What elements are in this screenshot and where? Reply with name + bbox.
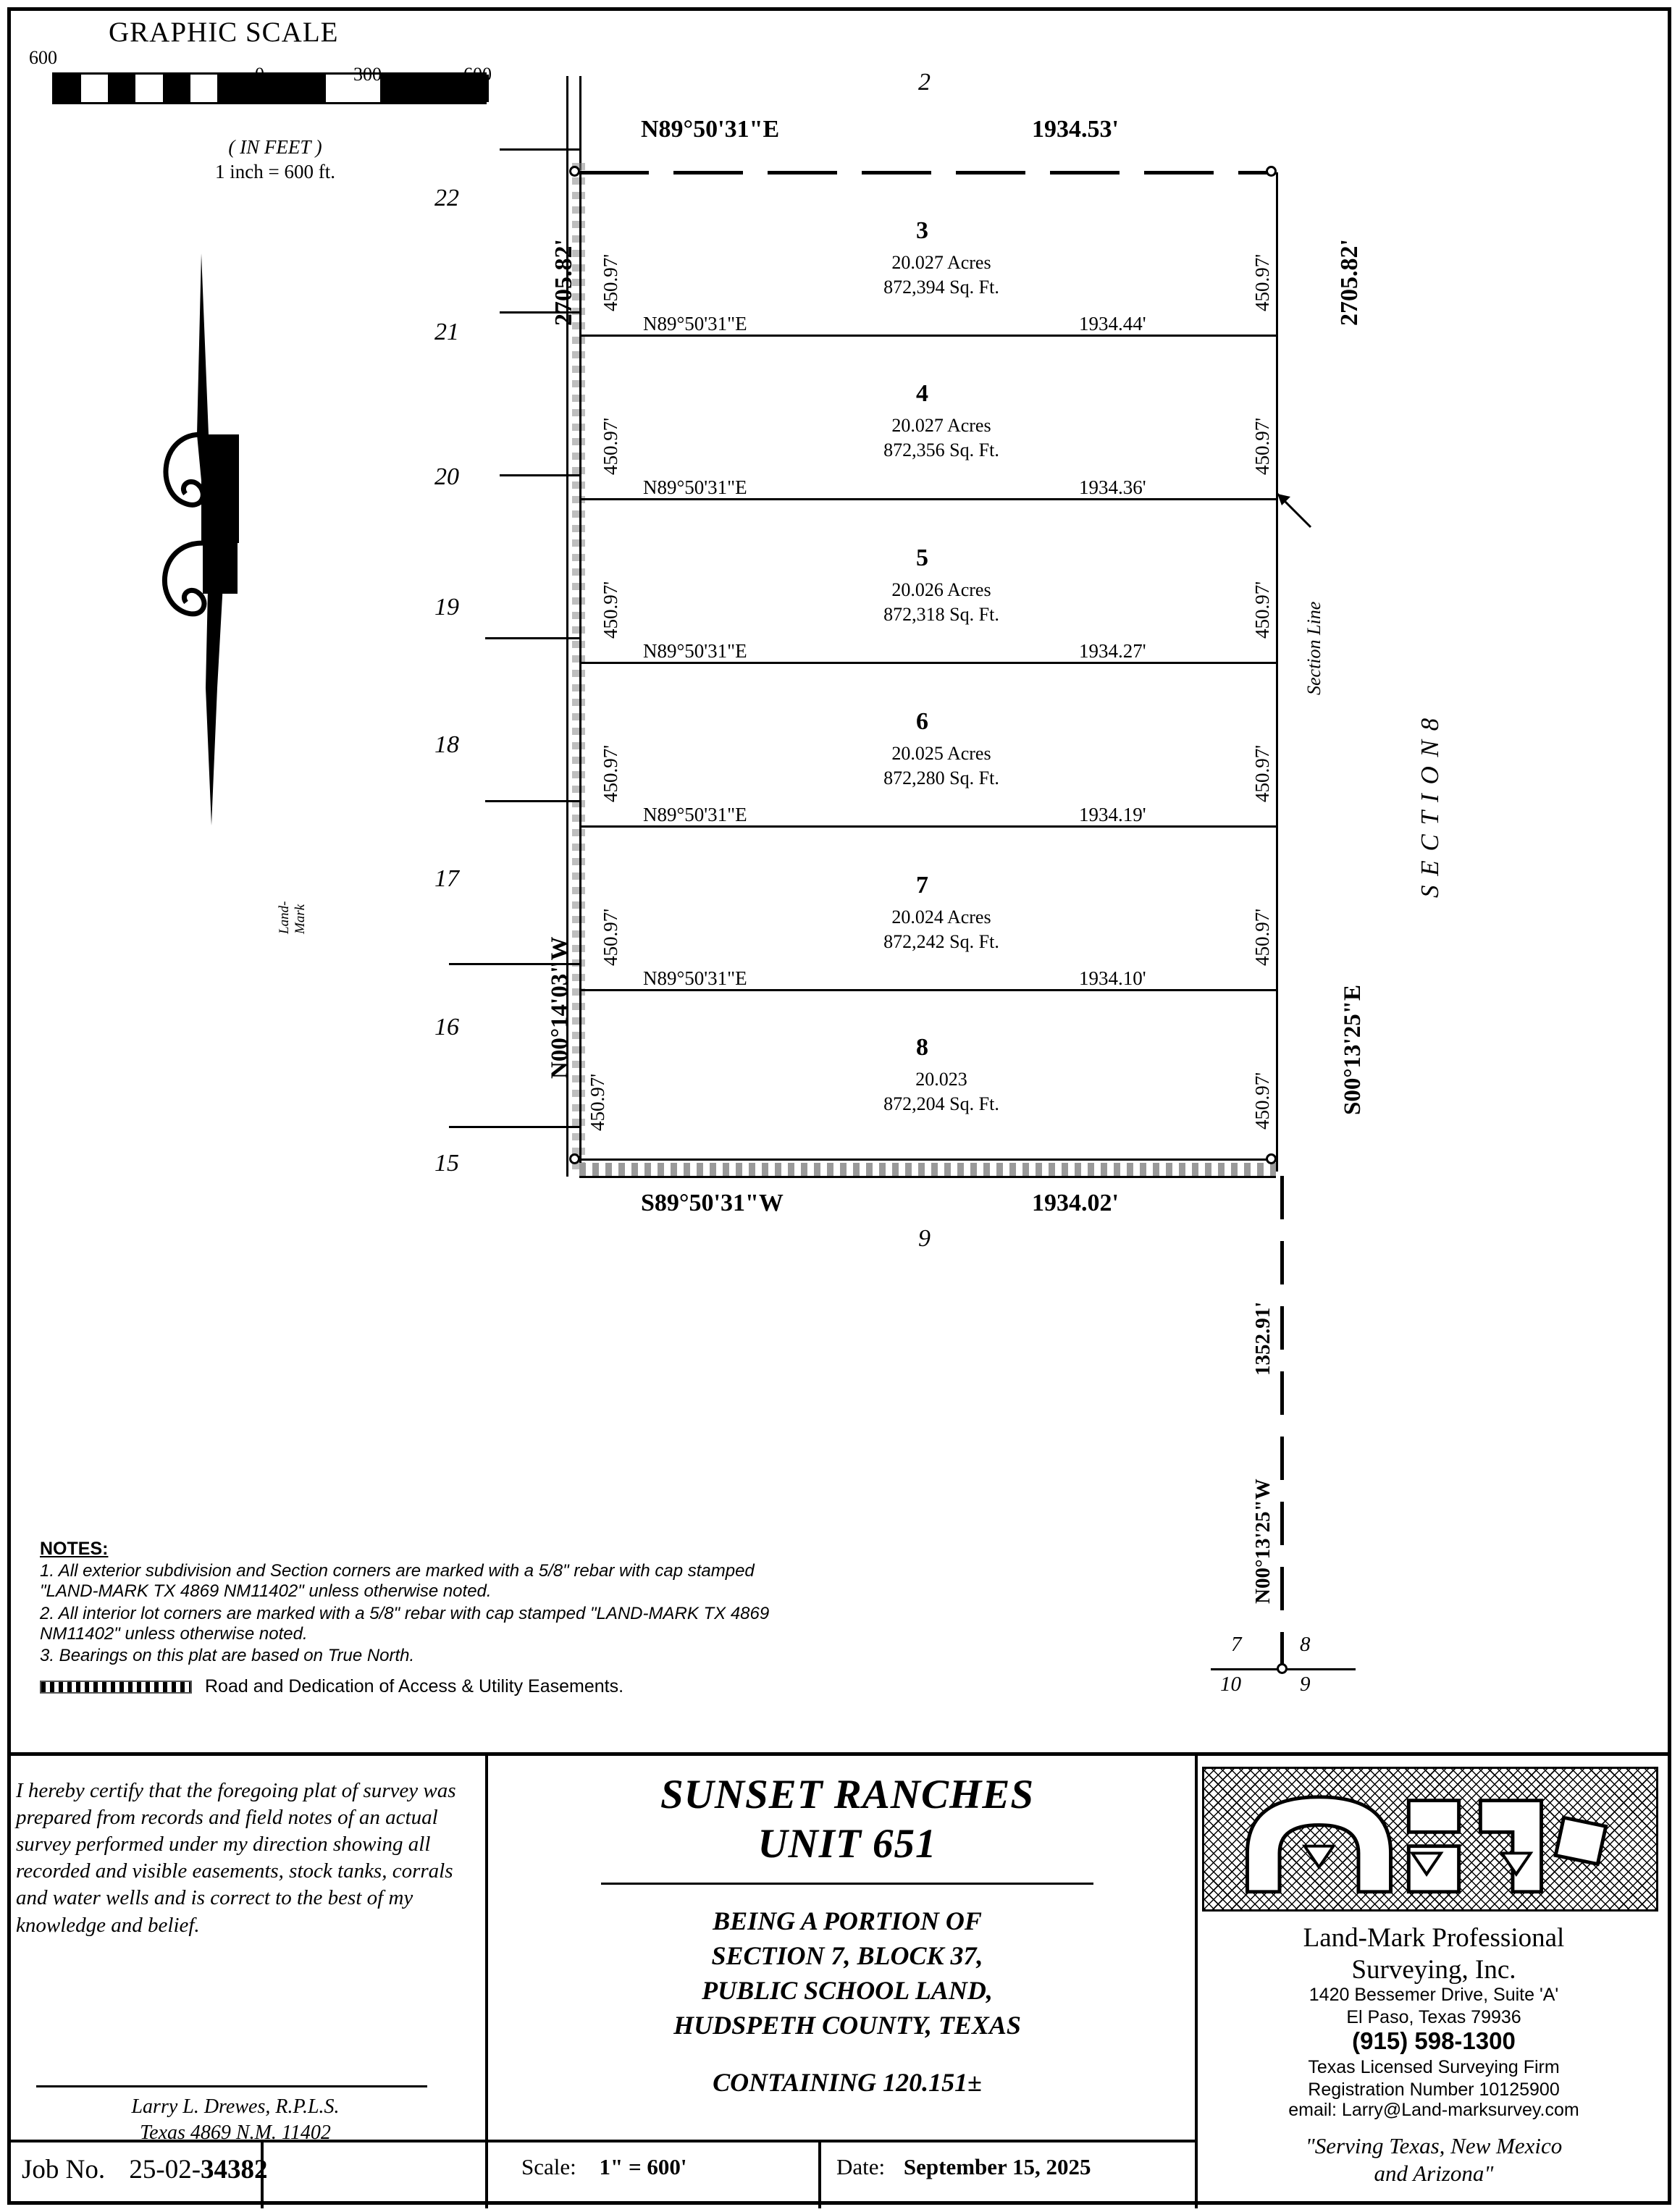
- lot-sqft-5: 872,318 Sq. Ft.: [883, 604, 999, 625]
- west-station-22: 22: [434, 185, 459, 211]
- surveyor-name: Larry L. Drewes, R.P.L.S.: [131, 2095, 340, 2118]
- plat-subtitle-line-3: PUBLIC SCHOOL LAND,: [702, 1975, 993, 2005]
- company-registration: [1202, 2056, 1666, 2101]
- north-arrow-label: Land-Mark: [277, 901, 308, 934]
- south-road-edge: [579, 1176, 1276, 1178]
- lot-acres-8: 20.023: [915, 1069, 967, 1090]
- north-bearing-label: N89°50'31"E: [641, 116, 780, 143]
- company-slogan: [1202, 2132, 1666, 2187]
- north-boundary-line: [579, 171, 1276, 174]
- lot-7-south-bearing: N89°50'31"E: [643, 967, 747, 989]
- company-address: [1202, 1984, 1666, 2029]
- scale-tick-0: 600: [29, 47, 57, 68]
- section-label-bottom: 9: [918, 1225, 931, 1252]
- legend-row: [40, 1676, 836, 1697]
- date-label: Date:: [836, 2154, 886, 2179]
- company-name-line-1: Land-Mark Professional: [1303, 1923, 1565, 1953]
- company-registration-line-1: Texas Licensed Surveying Firm: [1308, 2057, 1560, 2077]
- east-bearing-label: S00°13'25"E: [1340, 984, 1366, 1115]
- company-email: email: Larry@Land-marksurvey.com: [1288, 2100, 1579, 2120]
- easement-swatch: [40, 1681, 192, 1694]
- section-label-top: 2: [918, 69, 931, 96]
- lot-3-east-distance: 450.97': [1251, 253, 1273, 311]
- east-boundary-line: [1276, 172, 1278, 1172]
- lot-6-west-distance: 450.97': [600, 744, 621, 802]
- date-value: September 15, 2025: [903, 2154, 1091, 2179]
- title-block-divider-2: [1195, 1756, 1198, 2208]
- plat-subtitle-line-4: HUDSPETH COUNTY, TEXAS: [673, 2010, 1021, 2040]
- west-station-17: 17: [434, 865, 459, 892]
- lot-6-east-distance: 450.97': [1251, 744, 1273, 802]
- lot-6-south-distance: 1934.19': [1079, 804, 1146, 825]
- lot-5-south-bearing: N89°50'31"E: [643, 640, 747, 662]
- lot-8-east-distance: 450.97': [1251, 1072, 1273, 1130]
- lot-6-south-bearing: N89°50'31"E: [643, 804, 747, 825]
- station-tick-18: [485, 800, 579, 802]
- lot-8-west-distance: 450.97': [587, 1073, 608, 1131]
- lot-acres-7: 20.024 Acres: [891, 907, 991, 928]
- west-station-16: 16: [434, 1014, 459, 1040]
- lot-4-west-distance: 450.97': [600, 417, 621, 475]
- lot-acres-3: 20.027 Acres: [891, 252, 991, 273]
- lot-3-south-bearing: N89°50'31"E: [643, 313, 747, 335]
- plat-title-line-1: SUNSET RANCHES: [660, 1772, 1035, 1817]
- west-station-20: 20: [434, 463, 459, 490]
- surveyor-name-block: [29, 2094, 442, 2147]
- lot-7-south-distance: 1934.10': [1079, 967, 1146, 989]
- job-number-row: [22, 2154, 485, 2185]
- station-tick-16: [449, 1126, 579, 1128]
- station-tick-19: [485, 637, 579, 639]
- section-corner-label-7: 7: [1231, 1633, 1242, 1656]
- section-corner-monument: [1277, 1663, 1288, 1674]
- scale-value: 1" = 600': [599, 2154, 687, 2179]
- scale-tick-3: 600: [463, 64, 492, 85]
- company-name: [1202, 1922, 1666, 1985]
- north-distance-label: 1934.53': [1032, 116, 1119, 143]
- lot-sqft-4: 872,356 Sq. Ft.: [883, 440, 999, 461]
- scale-tick-1: 0: [255, 64, 264, 85]
- job-label: Job No.: [22, 2155, 106, 2184]
- west-station-21: 21: [434, 319, 459, 345]
- south-tail-distance: 1352.91': [1251, 1301, 1274, 1376]
- west-bearing-label: N00°14'03"W: [547, 936, 573, 1079]
- company-phone: (915) 598-1300: [1352, 2027, 1516, 2054]
- scale-ratio: 1 inch = 600 ft.: [215, 161, 335, 182]
- scale-label: Scale:: [521, 2154, 576, 2179]
- company-address-line-2: El Paso, Texas 79936: [1346, 2007, 1521, 2027]
- section-line-label: Section Line: [1303, 601, 1324, 695]
- south-bearing-label: S89°50'31"W: [641, 1190, 784, 1216]
- plat-title-line-2: UNIT 651: [757, 1821, 937, 1867]
- lot-5-south-distance: 1934.27': [1079, 640, 1146, 662]
- lot-sqft-7: 872,242 Sq. Ft.: [883, 931, 999, 952]
- scale-tick-2: 300: [353, 64, 382, 85]
- lot-sqft-3: 872,394 Sq. Ft.: [883, 277, 999, 298]
- west-overall-distance: 2705.82': [550, 239, 577, 326]
- notes-title: NOTES:: [40, 1539, 109, 1559]
- station-tick-20: [500, 474, 579, 476]
- section-8-label: S E C T I O N 8: [1416, 716, 1444, 898]
- plat-subtitle: [500, 1904, 1195, 2043]
- company-name-line-2: Surveying, Inc.: [1351, 1954, 1516, 1985]
- lot-number-4: 4: [916, 380, 928, 407]
- corner-monument-nw: [569, 166, 580, 177]
- south-boundary-line: [579, 1158, 1276, 1161]
- lot-acres-4: 20.027 Acres: [891, 415, 991, 436]
- company-logo: [1202, 1767, 1658, 1912]
- south-road-easement: [579, 1163, 1276, 1176]
- job-number: 34382: [201, 2155, 268, 2184]
- south-distance-label: 1934.02': [1032, 1190, 1119, 1216]
- plat-subtitle-line-1: BEING A PORTION OF: [713, 1906, 982, 1935]
- west-station-18: 18: [434, 731, 459, 758]
- lot-4-south-bearing: N89°50'31"E: [643, 476, 747, 498]
- lot-number-8: 8: [916, 1034, 928, 1061]
- lot-5-east-distance: 450.97': [1251, 581, 1273, 639]
- scale-units: ( IN FEET ): [228, 136, 322, 158]
- lot-acres-5: 20.026 Acres: [891, 579, 991, 600]
- west-station-19: 19: [434, 594, 459, 621]
- note-item-1: 1. All exterior subdivision and Section corners are marked with a 5/8" rebar with cap stamped "LAND-MARK TX 4869 NM11402" unless otherwise noted.: [40, 1561, 755, 1602]
- notes-block: [40, 1539, 807, 1668]
- lot-number-7: 7: [916, 872, 928, 899]
- lot-5-west-distance: 450.97': [600, 581, 621, 639]
- section-line-leader: [1276, 491, 1319, 534]
- lot-number-5: 5: [916, 544, 928, 571]
- lot-acres-6: 20.025 Acres: [891, 743, 991, 764]
- lot-number-3: 3: [916, 217, 928, 244]
- plat-title-rule: [601, 1883, 1093, 1885]
- corner-monument-ne: [1266, 166, 1277, 177]
- corner-monument-sw: [569, 1153, 580, 1164]
- station-tick-22: [500, 148, 579, 151]
- lot-3-south-distance: 1934.44': [1079, 313, 1146, 335]
- lot-number-6: 6: [916, 708, 928, 735]
- west-station-15: 15: [434, 1150, 459, 1177]
- company-registration-line-2: Registration Number 10125900: [1308, 2079, 1560, 2100]
- plat-title: [500, 1770, 1195, 1870]
- date-row: [836, 2154, 1213, 2180]
- scale-row: [521, 2154, 826, 2180]
- south-tail-bearing: N00°13'25"W: [1251, 1479, 1274, 1604]
- surveyor-certificate-text: I hereby certify that the foregoing plat of survey was prepared from records and field notes of an actual survey performed under my direction showing all recorded and visible easements, stock tanks, corrals and water wells and is correct to the best of my knowledge and belief.: [16, 1779, 456, 1937]
- lot-sqft-6: 872,280 Sq. Ft.: [883, 768, 999, 789]
- easement-legend-label: Road and Dedication of Access & Utility Easements.: [205, 1676, 624, 1696]
- corner-monument-se: [1266, 1153, 1277, 1164]
- lot-4-south-distance: 1934.36': [1079, 476, 1146, 498]
- lot-3-west-distance: 450.97': [600, 253, 621, 311]
- lot-7-west-distance: 450.97': [600, 908, 621, 966]
- plat-subtitle-line-2: SECTION 7, BLOCK 37,: [711, 1940, 983, 1970]
- lot-sqft-8: 872,204 Sq. Ft.: [883, 1093, 999, 1114]
- section-corner-label-8: 8: [1300, 1633, 1311, 1656]
- lot-4-east-distance: 450.97': [1251, 417, 1273, 475]
- signature-line: [36, 2085, 427, 2087]
- lot-7-east-distance: 450.97': [1251, 908, 1273, 966]
- surveyor-license: Texas 4869 N.M. 11402: [140, 2121, 331, 2145]
- graphic-scale-title: GRAPHIC SCALE: [109, 17, 339, 48]
- company-slogan-line-2: and Arizona": [1374, 2160, 1494, 2186]
- company-address-line-1: 1420 Bessemer Drive, Suite 'A': [1309, 1985, 1559, 2005]
- section-corner-label-10: 10: [1220, 1673, 1241, 1696]
- job-number-prefix: 25-02-: [129, 2155, 201, 2184]
- south-tail-line: [1280, 1176, 1284, 1668]
- section-corner-label-9: 9: [1300, 1673, 1311, 1696]
- company-slogan-line-1: "Serving Texas, New Mexico: [1305, 2133, 1563, 2158]
- west-boundary-line: [579, 172, 581, 1172]
- note-item-3: 3. Bearings on this plat are based on True North.: [40, 1646, 415, 1666]
- note-item-2: 2. All interior lot corners are marked with a 5/8" rebar with cap stamped "LAND-MARK TX 4869 NM11402" unless otherwise noted.: [40, 1603, 770, 1644]
- east-overall-distance: 2705.82': [1336, 239, 1363, 326]
- plat-acreage: CONTAINING 120.151±: [713, 2068, 982, 2097]
